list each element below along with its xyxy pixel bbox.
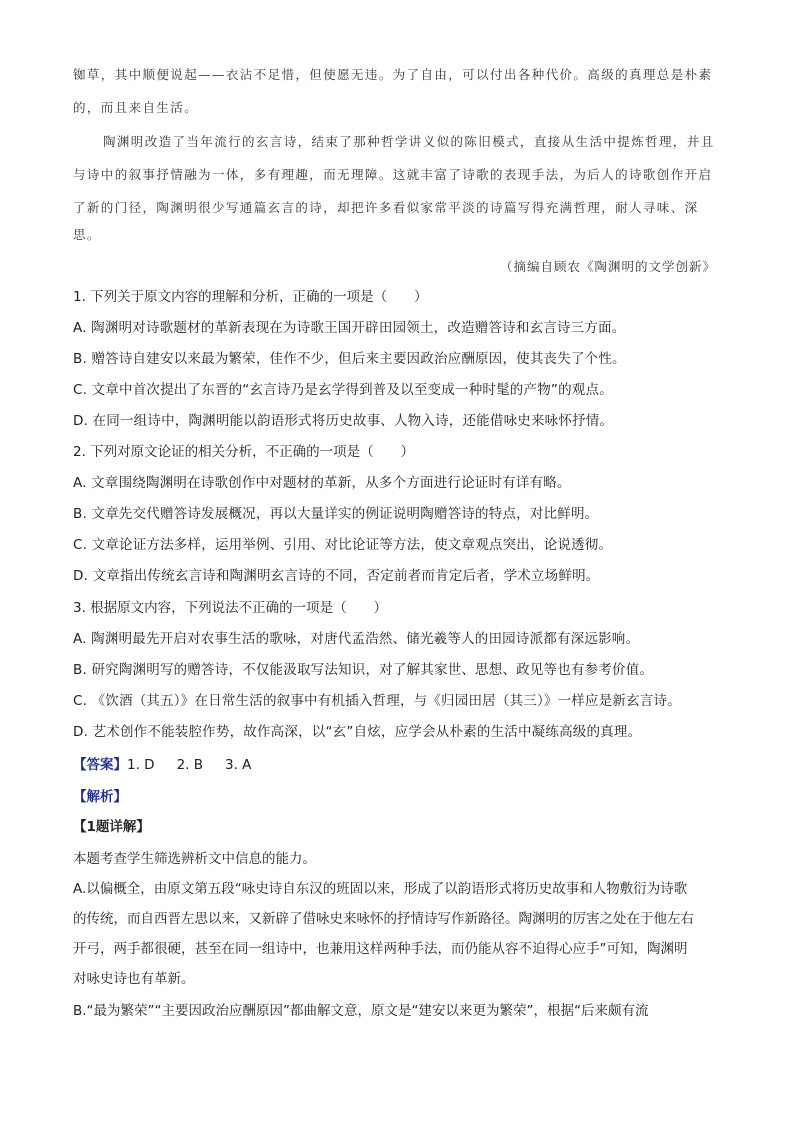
analysis-tag: 【解析】 (73, 789, 127, 805)
question-1-option-b: B. 赠答诗自建安以来最为繁荣，佳作不少，但后来主要因政治应酬原因，使其丧失了个性。 (73, 351, 626, 367)
question-2-option-b: B. 文章先交代赠答诗发展概况，再以大量详实的例证说明陶赠答诗的特点，对比鲜明。 (73, 506, 599, 522)
analysis-subheading: 【1题详解】 (73, 819, 150, 835)
answer-3: 3. A (225, 757, 252, 773)
question-1-option-a: A. 陶渊明对诗歌题材的革新表现在为诗歌王国开辟田园领土，改造赠答诗和玄言诗三方面。 (73, 320, 626, 336)
passage-line: 的，而且来自生活。 (73, 100, 199, 115)
question-2-option-a: A. 文章围绕陶渊明在诗歌创作中对题材的革新，从多个方面进行论证时有详有略。 (73, 475, 571, 491)
question-2-option-d: D. 文章指出传统玄言诗和陶渊明玄言诗的不同，否定前者而肯定后者，学术立场鲜明。 (73, 568, 600, 584)
question-1-option-d: D. 在同一组诗中，陶渊明能以韵语形式将历史故事、人物入诗，还能借咏史来咏怀抒情。 (73, 413, 614, 429)
question-1-stem: 1. 下列关于原文内容的理解和分析，正确的一项是（ ） (73, 289, 428, 305)
question-3-stem: 3. 根据原文内容，下列说法不正确的一项是（ ） (73, 600, 388, 616)
answer-tag: 【答案】 (73, 757, 127, 773)
answer-2: 2. B (176, 757, 204, 773)
answer-1: 1. D (127, 757, 155, 773)
analysis-line: 对咏史诗也有革新。 (73, 971, 195, 987)
analysis-line: A.以偏概全，由原文第五段“咏史诗自东汉的班固以来，形成了以韵语形式将历史故事和人物敷衍为诗歌 (73, 881, 688, 897)
analysis-intro: 本题考查学生筛选辨析文中信息的能力。 (73, 851, 316, 867)
analysis-line: 的传统，而自西晋左思以来，又新辟了借咏史来咏怀的抒情诗写作新路径。陶渊明的厉害之处在于他左右 (73, 911, 694, 927)
passage-source: （摘编自顾农《陶渊明的文学创新》 (499, 259, 716, 274)
question-3-option-d: D. 艺术创作不能装腔作势，故作高深，以“玄”自炫，应学会从朴素的生活中凝练高级的真理。 (73, 724, 642, 740)
passage-paragraph-start: 陶渊明改造了当年流行的玄言诗，结束了那种哲学讲义似的陈旧模式，直接从生活中提炼哲理，并且 (103, 134, 715, 149)
analysis-line: 开弓，两手都很硬，甚至在同一组诗中，也兼用这样两种手法，而仍能从容不迫得心应手”可知，陶渊明 (73, 941, 688, 957)
answer-row (73, 756, 251, 774)
passage-line: 思。 (73, 227, 101, 242)
question-2-option-c: C. 文章论证方法多样，运用举例、引用、对比论证等方法，使文章观点突出，论说透彻。 (73, 537, 613, 553)
passage-line: 铷草，其中顺便说起——衣沾不足惜，但使愿无违。为了自由，可以付出各种代价。高级的真理总是朴素 (73, 67, 713, 82)
question-3-option-a: A. 陶渊明最先开启对农事生活的歌咏，对唐代孟浩然、储光羲等人的田园诗派都有深远影响。 (73, 631, 640, 647)
question-1-option-c: C. 文章中首次提出了东晋的“玄言诗乃是玄学得到普及以至变成一种时髦的产物”的观点。 (73, 382, 613, 398)
question-3-option-b: B. 研究陶渊明写的赠答诗，不仅能汲取写法知识，对了解其家世、思想、政见等也有参考价值。 (73, 662, 654, 678)
analysis-line: B.“最为繁荣”“主要因政治应酬原因”都曲解文意，原文是“建安以来更为繁荣”，根据“后来颇有流 (73, 1003, 649, 1019)
question-3-option-c: C. 《饮酒（其五）》在日常生活的叙事中有机插入哲理，与《归园田居（其三）》一样应是新玄言诗。 (73, 693, 681, 709)
passage-line: 了新的门径，陶渊明很少写通篇玄言的诗，却把许多看似家常平淡的诗篇写得充满哲理，耐人寻味、深 (73, 200, 699, 215)
question-2-stem: 2. 下列对原文论证的相关分析，不正确的一项是（ ） (73, 444, 415, 460)
passage-line: 与诗中的叙事抒情融为一体，多有理趣，而无理障。这就丰富了诗歌的表现手法，为后人的诗歌创作开启 (73, 167, 713, 182)
